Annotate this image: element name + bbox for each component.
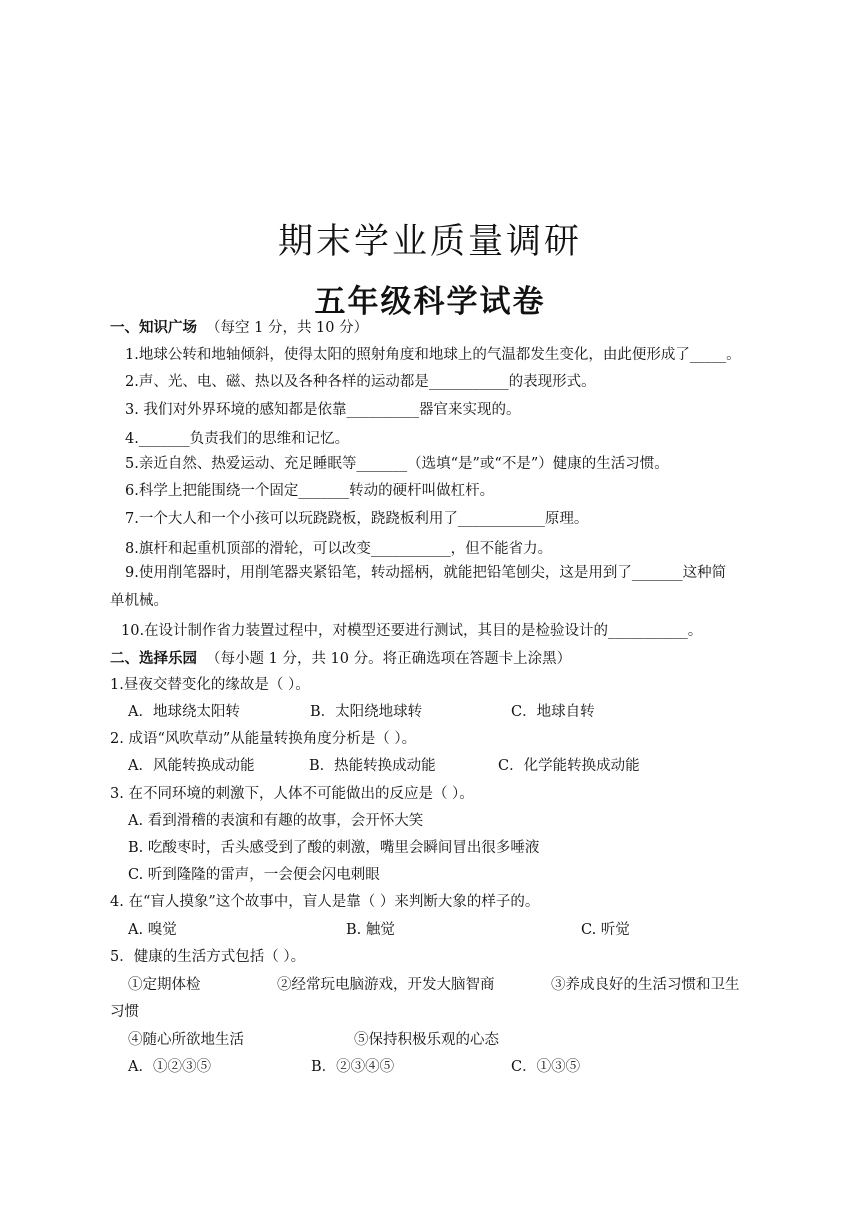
question-text: 4._______负责我们的思维和记忆。 [125,431,350,447]
option-a: A. 嗅觉 [128,922,177,938]
choice-item: ②经常玩电脑游戏，开发大脑智商 [277,977,495,993]
option-b: B．太阳绕地球转 [310,704,423,720]
choice-item: ④随心所欲地生活 [128,1032,244,1048]
choice-item: ⑤保持积极乐观的心态 [354,1032,499,1048]
option-b: B. 吃酸枣时，舌头感受到了酸的刺激，嘴里会瞬间冒出很多唾液 [128,840,540,856]
option-c: C. 听觉 [581,922,630,938]
question-text: 1.昼夜交替变化的缘故是（ ）。 [110,677,310,693]
section1-note: （每空 1 分，共 10 分） [206,320,369,336]
question-text: 3. 在不同环境的刺激下，人体不可能做出的反应是（ ）。 [110,786,474,802]
option-c: C．化学能转换成动能 [498,758,640,774]
question-text: 5.亲近自然、热爱运动、充足睡眠等_______（选填“是”或“不是”）健康的生活习惯。 [125,456,669,472]
option-c: C．地球自转 [511,704,595,720]
question-text: 6.科学上把能围绕一个固定_______转动的硬杆叫做杠杆。 [125,483,495,499]
choice-item: ③养成良好的生活习惯和卫生 [551,977,740,993]
option-c: C. 听到隆隆的雷声，一会便会闪电刺眼 [128,867,380,883]
choice-item: ①定期体检 [128,977,201,993]
option-a: A．风能转换成动能 [128,758,255,774]
option-c: C．①③⑤ [511,1059,581,1075]
question-text: 2.声、光、电、磁、热以及各种各样的运动都是___________的表现形式。 [125,374,596,390]
question-text: 9.使用削笔器时，用削笔器夹紧铅笔，转动摇柄，就能把铅笔刨尖，这是用到了_______这种简 [125,565,727,581]
exam-subtitle: 五年级科学试卷 [314,284,546,320]
question-text: 7.一个大人和一个小孩可以玩跷跷板，跷跷板利用了____________原理。 [125,511,589,527]
option-b: B．②③④⑤ [311,1059,395,1075]
option-a: A．①②③⑤ [128,1059,211,1075]
option-b: B．热能转换成动能 [309,758,436,774]
choice-item-continued: 习惯 [110,1004,139,1020]
section1-heading: 一、知识广场 [110,320,197,336]
question-text: 10.在设计制作省力装置过程中，对模型还要进行测试，其目的是检验设计的___________。 [121,623,703,639]
question-text: 3. 我们对外界环境的感知都是依靠__________器官来实现的。 [125,402,521,418]
question-text: 5．健康的生活方式包括（ ）。 [110,949,306,965]
section2-heading: 二、选择乐园 [110,651,197,667]
exam-title: 期末学业质量调研 [277,222,582,262]
option-a: A．地球绕太阳转 [128,704,240,720]
question-text: 2. 成语“风吹草动”从能量转换角度分析是（ ）。 [110,731,417,747]
question-text: 4. 在“盲人摸象”这个故事中，盲人是靠（ ）来判断大象的样子的。 [110,894,540,910]
question-text: 8.旗杆和起重机顶部的滑轮，可以改变___________，但不能省力。 [125,541,553,557]
section2-note: （每小题 1 分，共 10 分。将正确选项在答题卡上涂黑） [206,651,572,667]
question-text: 1.地球公转和地轴倾斜，使得太阳的照射角度和地球上的气温都发生变化，由此便形成了_____。 [125,347,741,363]
option-b: B. 触觉 [346,922,395,938]
option-a: A. 看到滑稽的表演和有趣的故事，会开怀大笑 [128,813,424,829]
question-text: 单机械。 [110,593,168,609]
